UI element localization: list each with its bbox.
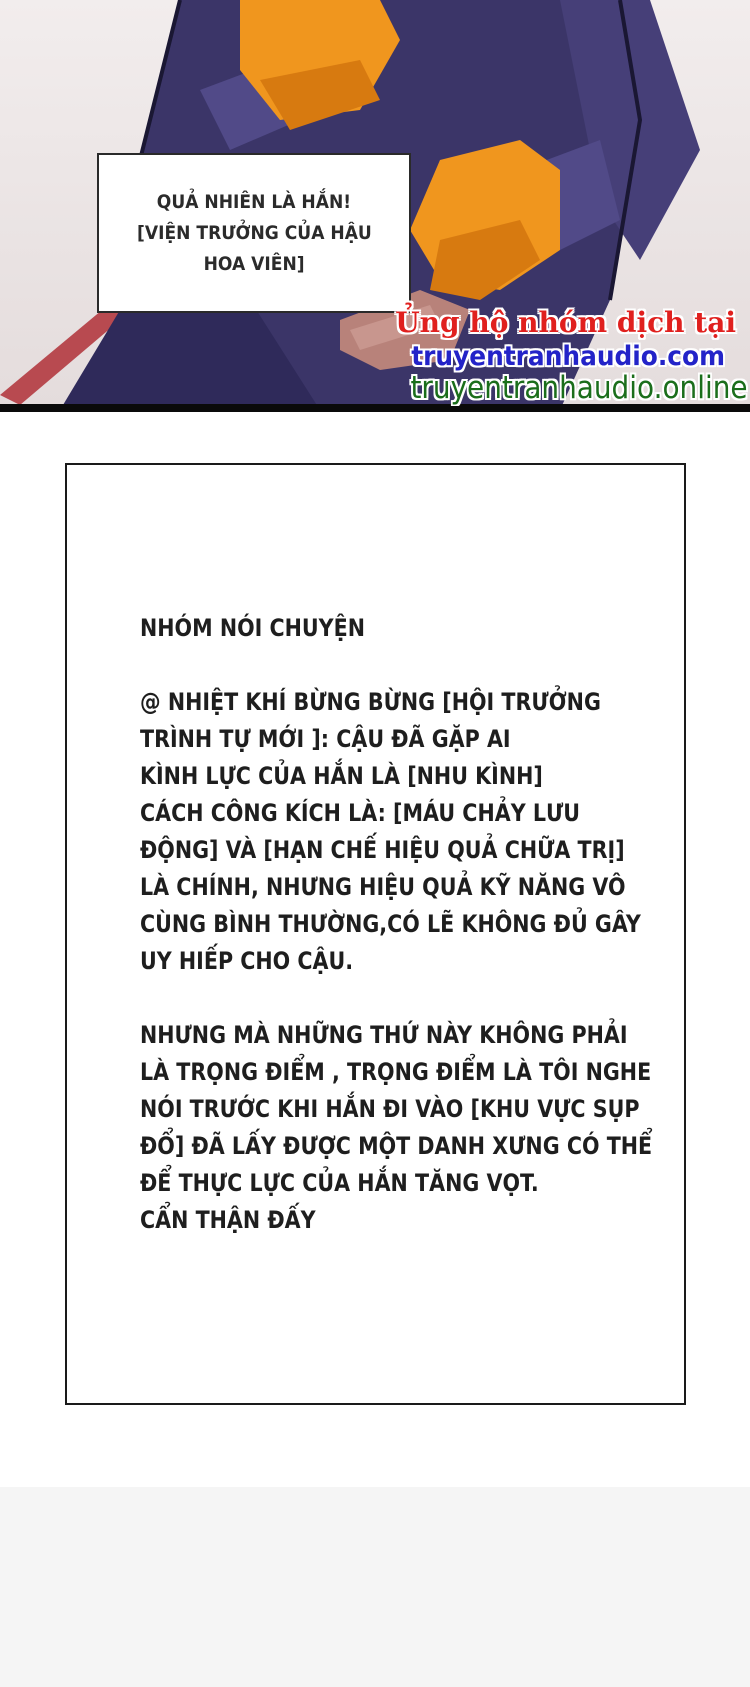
watermark-site-online: truyentranhaudio.online	[410, 370, 748, 406]
chat-line: LÀ CHÍNH, NHƯNG HIỆU QUẢ KỸ NĂNG VÔ	[140, 873, 626, 901]
caption-line: HOA VIÊN]	[203, 252, 305, 275]
watermark-support-text: Ủng hộ nhóm dịch tại	[395, 306, 736, 339]
chat-line: LÀ TRỌNG ĐIỂM , TRỌNG ĐIỂM LÀ TÔI NGHE	[140, 1058, 652, 1086]
caption-box	[97, 153, 411, 313]
chat-line: ĐỘNG] VÀ [HẠN CHẾ HIỆU QUẢ CHỮA TRỊ]	[140, 836, 625, 864]
chat-line: KÌNH LỰC CỦA HẮN LÀ [NHU KÌNH]	[140, 762, 543, 790]
chat-line: CÙNG BÌNH THƯỜNG,CÓ LẼ KHÔNG ĐỦ GÂY	[140, 910, 641, 938]
caption-line: QUẢ NHIÊN LÀ HẮN!	[156, 190, 352, 213]
chat-line: TRÌNH TỰ MỚI ]: CẬU ĐÃ GẶP AI	[140, 725, 511, 753]
chat-line: NÓI TRƯỚC KHI HẮN ĐI VÀO [KHU VỰC SỤP	[140, 1095, 640, 1123]
chat-line: ĐỂ THỰC LỰC CỦA HẮN TĂNG VỌT.	[140, 1169, 539, 1197]
chat-line: CẨN THẬN ĐẤY	[140, 1206, 316, 1234]
chat-line: @ NHIỆT KHÍ BỪNG BỪNG [HỘI TRƯỞNG	[140, 688, 601, 716]
chat-line: ĐỔ] ĐÃ LẤY ĐƯỢC MỘT DANH XƯNG CÓ THỂ	[140, 1132, 653, 1160]
chat-heading: NHÓM NÓI CHUYỆN	[140, 614, 366, 642]
chat-line: UY HIẾP CHO CẬU.	[140, 947, 354, 975]
page-bottom-background	[0, 1487, 750, 1687]
watermark-site-com: truyentranhaudio.com	[411, 341, 725, 372]
group-chat-box	[65, 463, 686, 1405]
chat-line: CÁCH CÔNG KÍCH LÀ: [MÁU CHẢY LƯU	[140, 799, 580, 827]
caption-line: [VIỆN TRƯỞNG CỦA HẬU	[136, 221, 372, 244]
chat-line: NHƯNG MÀ NHỮNG THỨ NÀY KHÔNG PHẢI	[140, 1021, 628, 1049]
group-chat-text	[140, 610, 660, 1239]
